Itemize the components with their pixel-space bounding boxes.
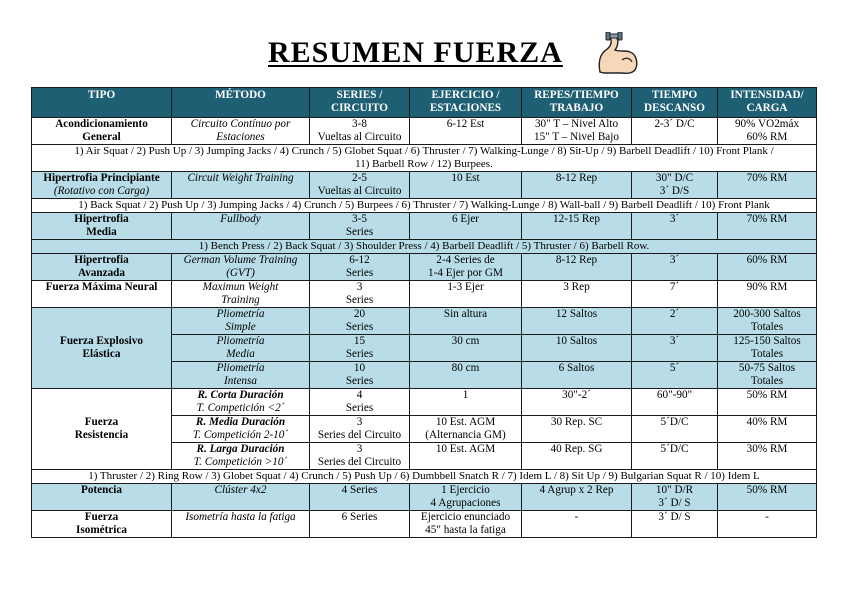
cell-series: 3 Series <box>310 281 410 308</box>
cell-metodo: Pliometría Intensa <box>172 362 310 389</box>
cell-descanso: 5´ <box>632 362 718 389</box>
cell-descanso: 3´ D/ S <box>632 511 718 538</box>
exercise-list-row <box>32 240 817 254</box>
cell-descanso: 5´D/C <box>632 443 718 470</box>
cell-intensidad: 125-150 Saltos Totales <box>718 335 817 362</box>
table-row <box>32 172 817 199</box>
cell-series: 10 Series <box>310 362 410 389</box>
table-row <box>32 213 817 240</box>
cell-descanso: 10" D/R 3´ D/ S <box>632 484 718 511</box>
table-row <box>32 484 817 511</box>
cell-repes: - <box>522 511 632 538</box>
cell-series: 3 Series del Circuito <box>310 443 410 470</box>
cell-series: 2-5 Vueltas al Circuito <box>310 172 410 199</box>
cell-descanso: 7´ <box>632 281 718 308</box>
col-header-series: SERIES / CIRCUITO <box>310 88 410 118</box>
cell-ejercicio: Ejercicio enunciado 45" hasta la fatiga <box>410 511 522 538</box>
flexed-arm-dumbbell-icon <box>592 32 644 76</box>
cell-descanso: 3´ <box>632 254 718 281</box>
exercise-list: 1) Bench Press / 2) Back Squat / 3) Shoulder Press / 4) Barbell Deadlift / 5) Thruster / 6) Barbell Row. <box>32 240 817 254</box>
cell-repes: 30 Rep. SC <box>522 416 632 443</box>
cell-intensidad: 90% VO2máx 60% RM <box>718 118 817 145</box>
table-row <box>32 389 817 416</box>
exercise-list-row <box>32 470 817 484</box>
cell-ejercicio: 1-3 Ejer <box>410 281 522 308</box>
cell-metodo: Fullbody <box>172 213 310 240</box>
cell-metodo: Circuit Weight Training <box>172 172 310 199</box>
cell-tipo: Hipertrofia Principiante (Rotativo con Carga) <box>32 172 172 199</box>
cell-ejercicio: 10 Est. AGM (Alternancia GM) <box>410 416 522 443</box>
exercise-list-row <box>32 199 817 213</box>
cell-descanso: 30" D/C 3´ D/S <box>632 172 718 199</box>
cell-intensidad: 70% RM <box>718 172 817 199</box>
exercise-list-row <box>32 145 817 172</box>
col-header-descanso: TIEMPO DESCANSO <box>632 88 718 118</box>
cell-intensidad: 40% RM <box>718 416 817 443</box>
cell-series: 4 Series <box>310 484 410 511</box>
cell-repes: 3 Rep <box>522 281 632 308</box>
strength-summary-table <box>31 87 817 538</box>
cell-metodo: Maximun Weight Training <box>172 281 310 308</box>
cell-tipo: Fuerza Explosivo Elástica <box>32 308 172 389</box>
col-header-ejercicio: EJERCICIO / ESTACIONES <box>410 88 522 118</box>
cell-series: 20 Series <box>310 308 410 335</box>
cell-ejercicio: 6-12 Est <box>410 118 522 145</box>
cell-series: 3-5 Series <box>310 213 410 240</box>
cell-metodo: Pliometría Media <box>172 335 310 362</box>
cell-metodo: Circuito Contínuo por Estaciones <box>172 118 310 145</box>
cell-repes: 12 Saltos <box>522 308 632 335</box>
cell-ejercicio: 10 Est. AGM <box>410 443 522 470</box>
cell-tipo: Hipertrofia Media <box>32 213 172 240</box>
cell-intensidad: 50% RM <box>718 389 817 416</box>
cell-descanso: 3´ <box>632 335 718 362</box>
cell-series: 15 Series <box>310 335 410 362</box>
cell-ejercicio: 1 <box>410 389 522 416</box>
cell-tipo: Acondicionamiento General <box>32 118 172 145</box>
cell-metodo: Pliometría Simple <box>172 308 310 335</box>
cell-ejercicio: 10 Est <box>410 172 522 199</box>
cell-repes: 30" T – Nivel Alto 15" T – Nivel Bajo <box>522 118 632 145</box>
cell-series: 6-12 Series <box>310 254 410 281</box>
cell-series: 3 Series del Circuito <box>310 416 410 443</box>
cell-descanso: 3´ <box>632 213 718 240</box>
table-row <box>32 281 817 308</box>
cell-repes: 12-15 Rep <box>522 213 632 240</box>
cell-descanso: 2-3´ D/C <box>632 118 718 145</box>
cell-intensidad: 70% RM <box>718 213 817 240</box>
cell-tipo: Hipertrofia Avanzada <box>32 254 172 281</box>
cell-intensidad: 50% RM <box>718 484 817 511</box>
cell-series: 6 Series <box>310 511 410 538</box>
cell-intensidad: 200-300 Saltos Totales <box>718 308 817 335</box>
cell-intensidad: - <box>718 511 817 538</box>
cell-repes: 10 Saltos <box>522 335 632 362</box>
cell-metodo: Clúster 4x2 <box>172 484 310 511</box>
cell-tipo: Potencia <box>32 484 172 511</box>
cell-repes: 40 Rep. SG <box>522 443 632 470</box>
cell-metodo: R. Larga Duración T. Competición >10´ <box>172 443 310 470</box>
exercise-list: 1) Air Squat / 2) Push Up / 3) Jumping Jacks / 4) Crunch / 5) Globet Squat / 6) Thruster / 7) Walking-Lunge / 8) Sit-Up / 9) Barbell Deadlift / 10) Front Plank / 11) Barbell Row / 12) Burpees. <box>32 145 817 172</box>
cell-descanso: 5´D/C <box>632 416 718 443</box>
cell-ejercicio: 2-4 Series de 1-4 Ejer por GM <box>410 254 522 281</box>
exercise-list: 1) Thruster / 2) Ring Row / 3) Globet Squat / 4) Crunch / 5) Push Up / 6) Dumbbell Snatch R / 7) Idem L / 8) Sit Up / 9) Bulgarian Squat R / 10) Idem L <box>32 470 817 484</box>
cell-metodo: R. Corta Duración T. Competición <2´ <box>172 389 310 416</box>
cell-ejercicio: 30 cm <box>410 335 522 362</box>
col-header-metodo: MÉTODO <box>172 88 310 118</box>
cell-ejercicio: 80 cm <box>410 362 522 389</box>
cell-ejercicio: 6 Ejer <box>410 213 522 240</box>
col-header-tipo: TIPO <box>32 88 172 118</box>
cell-tipo: Fuerza Máxima Neural <box>32 281 172 308</box>
col-header-intensidad: INTENSIDAD/ CARGA <box>718 88 817 118</box>
cell-descanso: 2´ <box>632 308 718 335</box>
cell-repes: 6 Saltos <box>522 362 632 389</box>
header-row <box>32 88 817 118</box>
cell-intensidad: 90% RM <box>718 281 817 308</box>
cell-ejercicio: 1 Ejercicio 4 Agrupaciones <box>410 484 522 511</box>
cell-metodo: German Volume Training (GVT) <box>172 254 310 281</box>
cell-tipo: Fuerza Resistencia <box>32 389 172 470</box>
cell-series: 4 Series <box>310 389 410 416</box>
cell-tipo: Fuerza Isométrica <box>32 511 172 538</box>
cell-repes: 30"-2´ <box>522 389 632 416</box>
cell-series: 3-8 Vueltas al Circuito <box>310 118 410 145</box>
cell-descanso: 60"-90" <box>632 389 718 416</box>
cell-intensidad: 30% RM <box>718 443 817 470</box>
cell-ejercicio: Sin altura <box>410 308 522 335</box>
col-header-repes: REPES/TIEMPO TRABAJO <box>522 88 632 118</box>
table-row <box>32 308 817 335</box>
cell-intensidad: 50-75 Saltos Totales <box>718 362 817 389</box>
cell-metodo: R. Media Duración T. Competición 2-10´ <box>172 416 310 443</box>
cell-intensidad: 60% RM <box>718 254 817 281</box>
cell-repes: 4 Agrup x 2 Rep <box>522 484 632 511</box>
title-area <box>0 32 848 76</box>
exercise-list: 1) Back Squat / 2) Push Up / 3) Jumping Jacks / 4) Crunch / 5) Burpees / 6) Thruster / 7) Walking-Lunge / 8) Wall-ball / 9) Barbell Deadlift / 10) Front Plank <box>32 199 817 213</box>
cell-repes: 8-12 Rep <box>522 254 632 281</box>
page-title: RESUMEN FUERZA <box>268 36 563 69</box>
table-row <box>32 511 817 538</box>
cell-repes: 8-12 Rep <box>522 172 632 199</box>
table-row <box>32 254 817 281</box>
cell-metodo: Isometría hasta la fatiga <box>172 511 310 538</box>
table-row <box>32 118 817 145</box>
